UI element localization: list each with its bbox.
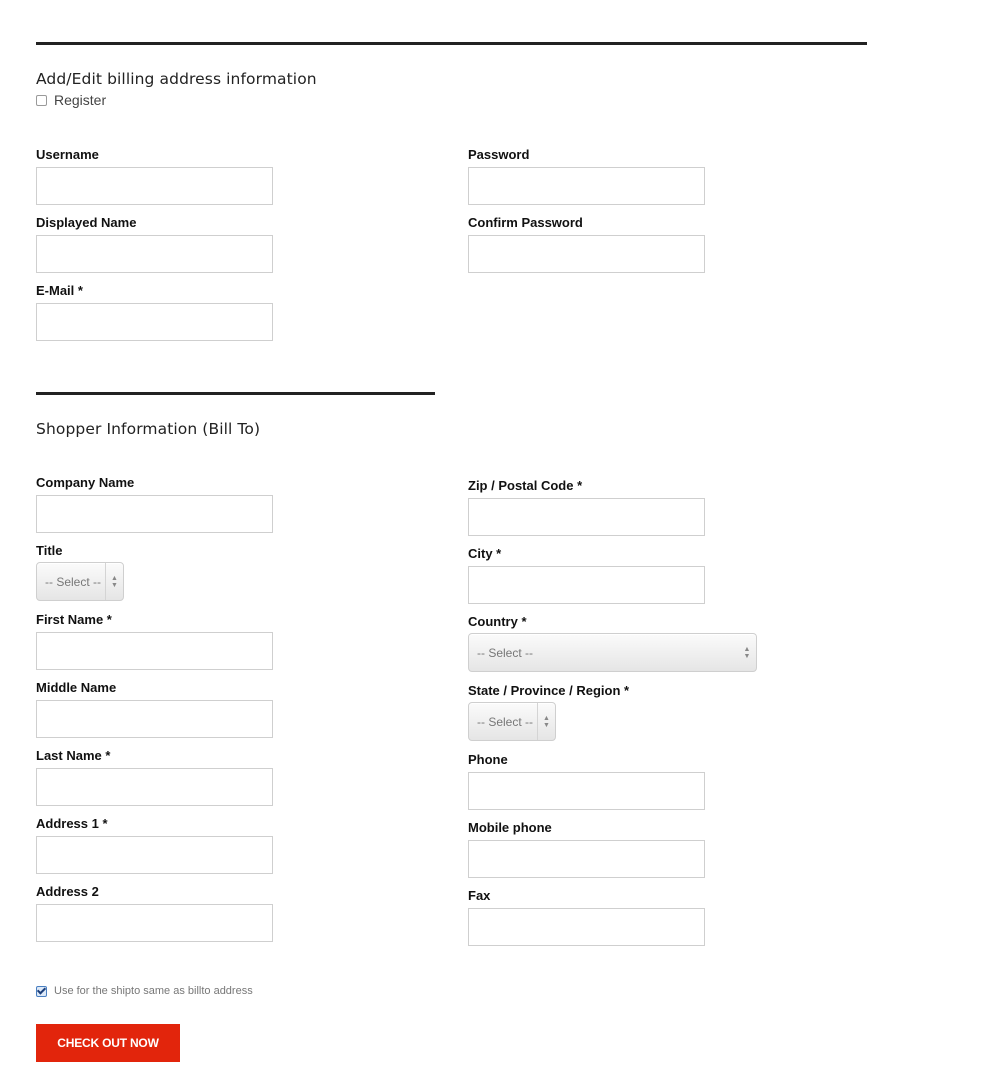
email-input[interactable] — [36, 303, 273, 341]
register-label: Register — [54, 92, 107, 108]
confirm-password-input[interactable] — [468, 235, 705, 273]
displayed-name-input[interactable] — [36, 235, 273, 273]
shopper-section-title: Shopper Information (Bill To) — [36, 420, 261, 438]
state-select-value: -- Select -- — [477, 714, 534, 729]
country-select-value: -- Select -- — [477, 645, 534, 660]
last-name-label: Last Name * — [36, 748, 111, 763]
billing-section-title: Add/Edit billing address information — [36, 70, 317, 88]
mobile-phone-label: Mobile phone — [468, 820, 552, 835]
state-select[interactable] — [468, 702, 556, 741]
city-input[interactable] — [468, 566, 705, 604]
email-label: E-Mail * — [36, 283, 83, 298]
middle-name-label: Middle Name — [36, 680, 117, 695]
zip-input[interactable] — [468, 498, 705, 536]
displayed-name-label: Displayed Name — [36, 215, 137, 230]
select-arrows-icon: ▲ ▼ — [537, 703, 555, 740]
fax-label: Fax — [468, 888, 491, 903]
title-select[interactable] — [36, 562, 124, 601]
shipto-checkbox[interactable] — [36, 986, 47, 997]
country-select[interactable] — [468, 633, 757, 672]
country-label: Country * — [468, 614, 527, 629]
shipto-label: Use for the shipto same as billto address — [54, 985, 253, 997]
username-label: Username — [36, 147, 99, 162]
phone-input[interactable] — [468, 772, 705, 810]
city-label: City * — [468, 546, 502, 561]
mobile-phone-input[interactable] — [468, 840, 705, 878]
register-checkbox[interactable] — [36, 95, 47, 106]
address1-input[interactable] — [36, 836, 273, 874]
title-select-value: -- Select -- — [45, 574, 102, 589]
password-input[interactable] — [468, 167, 705, 205]
company-name-label: Company Name — [36, 475, 135, 490]
checkout-button[interactable]: CHECK OUT NOW — [36, 1024, 180, 1062]
middle-name-input[interactable] — [36, 700, 273, 738]
select-arrows-icon: ▲ ▼ — [105, 563, 123, 600]
state-label: State / Province / Region * — [468, 683, 630, 698]
first-name-label: First Name * — [36, 612, 112, 627]
company-name-input[interactable] — [36, 495, 273, 533]
address1-label: Address 1 * — [36, 816, 108, 831]
billing-section-rule — [36, 42, 867, 45]
fax-input[interactable] — [468, 908, 705, 946]
phone-label: Phone — [468, 752, 508, 767]
password-label: Password — [468, 147, 530, 162]
address2-label: Address 2 — [36, 884, 99, 899]
last-name-input[interactable] — [36, 768, 273, 806]
select-arrows-icon: ▲ ▼ — [743, 645, 751, 660]
username-input[interactable] — [36, 167, 273, 205]
shipto-checkbox-row[interactable] — [36, 985, 253, 997]
first-name-input[interactable] — [36, 632, 273, 670]
register-checkbox-row[interactable] — [36, 92, 106, 108]
address2-input[interactable] — [36, 904, 273, 942]
zip-label: Zip / Postal Code * — [468, 478, 583, 493]
shopper-section-rule — [36, 392, 435, 395]
title-label: Title — [36, 543, 63, 558]
confirm-password-label: Confirm Password — [468, 215, 583, 230]
